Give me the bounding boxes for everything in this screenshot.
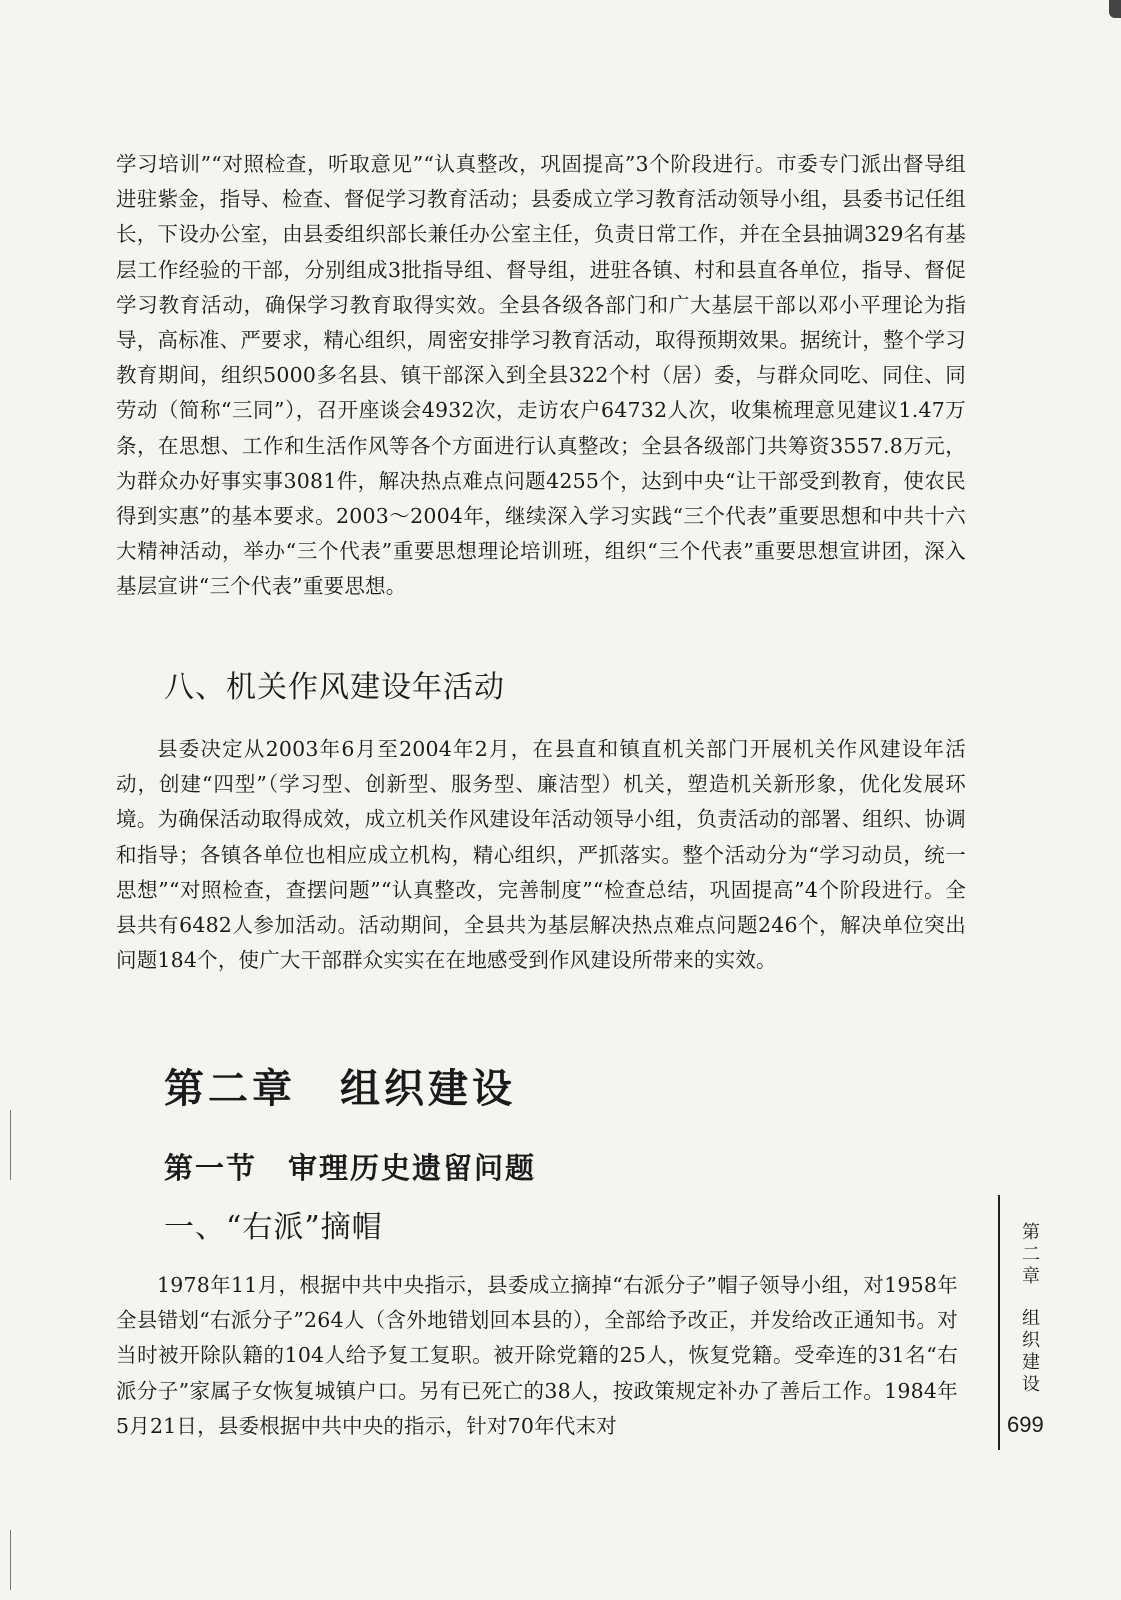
chapter-title: 第二章 组织建设 (164, 1065, 516, 1112)
scan-edge-mark (10, 1110, 11, 1180)
body-paragraph: 学习培训”“对照检查，听取意见”“认真整改，巩固提高”3个阶段进行。市委专门派出督导组进驻紫金，指导、检查、督促学习教育活动；县委成立学习教育活动领导小组，县委书记任组长，下设办公室，由县委组织部长兼任办公室主任，负责日常工作，并在全县抽调329名有基层工作经验的干部，分别组成3批指导组、督导组，进驻各镇、村和县直各单位，指导、督促学习教育活动，确保学习教育取得实效。全县各级各部门和广大基层干部以邓小平理论为指导，高标准、严要求，精心组织，周密安排学习教育活动，取得预期效果。据统计，整个学习教育期间，组织5000多名县、镇干部深入到全县322个村（居）委，与群众同吃、同住、同劳动（简称“三同”），召开座谈会4932次，走访农户64732人次，收集梳理意见建议1.47万条，在思想、工作和生活作风等各个方面进行认真整改；全县各级部门共筹资3557.8万元，为群众办好事实事3081件，解决热点难点问题4255个，达到中央“让干部受到教育，使农民得到实惠”的基本要求。2003～2004年，继续深入学习实践“三个代表”重要思想和中共十六大精神活动，举办“三个代表”重要思想理论培训班，组织“三个代表”重要思想宣讲团，深入基层宣讲“三个代表”重要思想。 (116, 152, 966, 599)
body-paragraph: 县委决定从2003年6月至2004年2月，在县直和镇直机关部门开展机关作风建设年活动，创建“四型”（学习型、创新型、服务型、廉洁型）机关，塑造机关新形象，优化发展环境。为确保活动取得成效，成立机关作风建设年活动领导小组，负责活动的部署、组织、协调和指导；各镇各单位也相应成立机构，精心组织，严抓落实。整个活动分为“学习动员，统一思想”“对照检查，查摆问题”“认真整改，完善制度”“检查总结，巩固提高”4个阶段进行。全县共有6482人参加活动。活动期间，全县共为基层解决热点难点问题246个，解决单位突出问题184个，使广大干部群众实实在在地感受到作风建设所带来的实效。 (116, 737, 966, 973)
margin-divider (998, 1195, 1000, 1450)
page-number: 699 (1007, 1412, 1044, 1437)
scan-edge-mark (10, 1530, 11, 1590)
body-paragraph: 1978年11月，根据中共中央指示，县委成立摘掉“右派分子”帽子领导小组，对1958年全县错划“右派分子”264人（含外地错划回本县的），全部给予改正，并发给改正通知书。对当时被开除队籍的104人给予复工复职。被开除党籍的25人，恢复党籍。受牵连的31名“右派分子”家属子女恢复城镇户口。另有已死亡的38人，按政策规定补办了善后工作。1984年5月21日，县委根据中共中央的指示，针对70年代末对 (116, 1273, 958, 1438)
scan-corner-shadow (1109, 0, 1121, 18)
subsection-heading: 八、机关作风建设年活动 (164, 670, 505, 705)
section-title: 第一节 审理历史遗留问题 (164, 1151, 537, 1185)
subsection-heading: 一、“右派”摘帽 (164, 1210, 383, 1245)
running-title-label: 组织建设 (1022, 1308, 1040, 1395)
running-chapter-label: 第二章 (1022, 1222, 1040, 1287)
